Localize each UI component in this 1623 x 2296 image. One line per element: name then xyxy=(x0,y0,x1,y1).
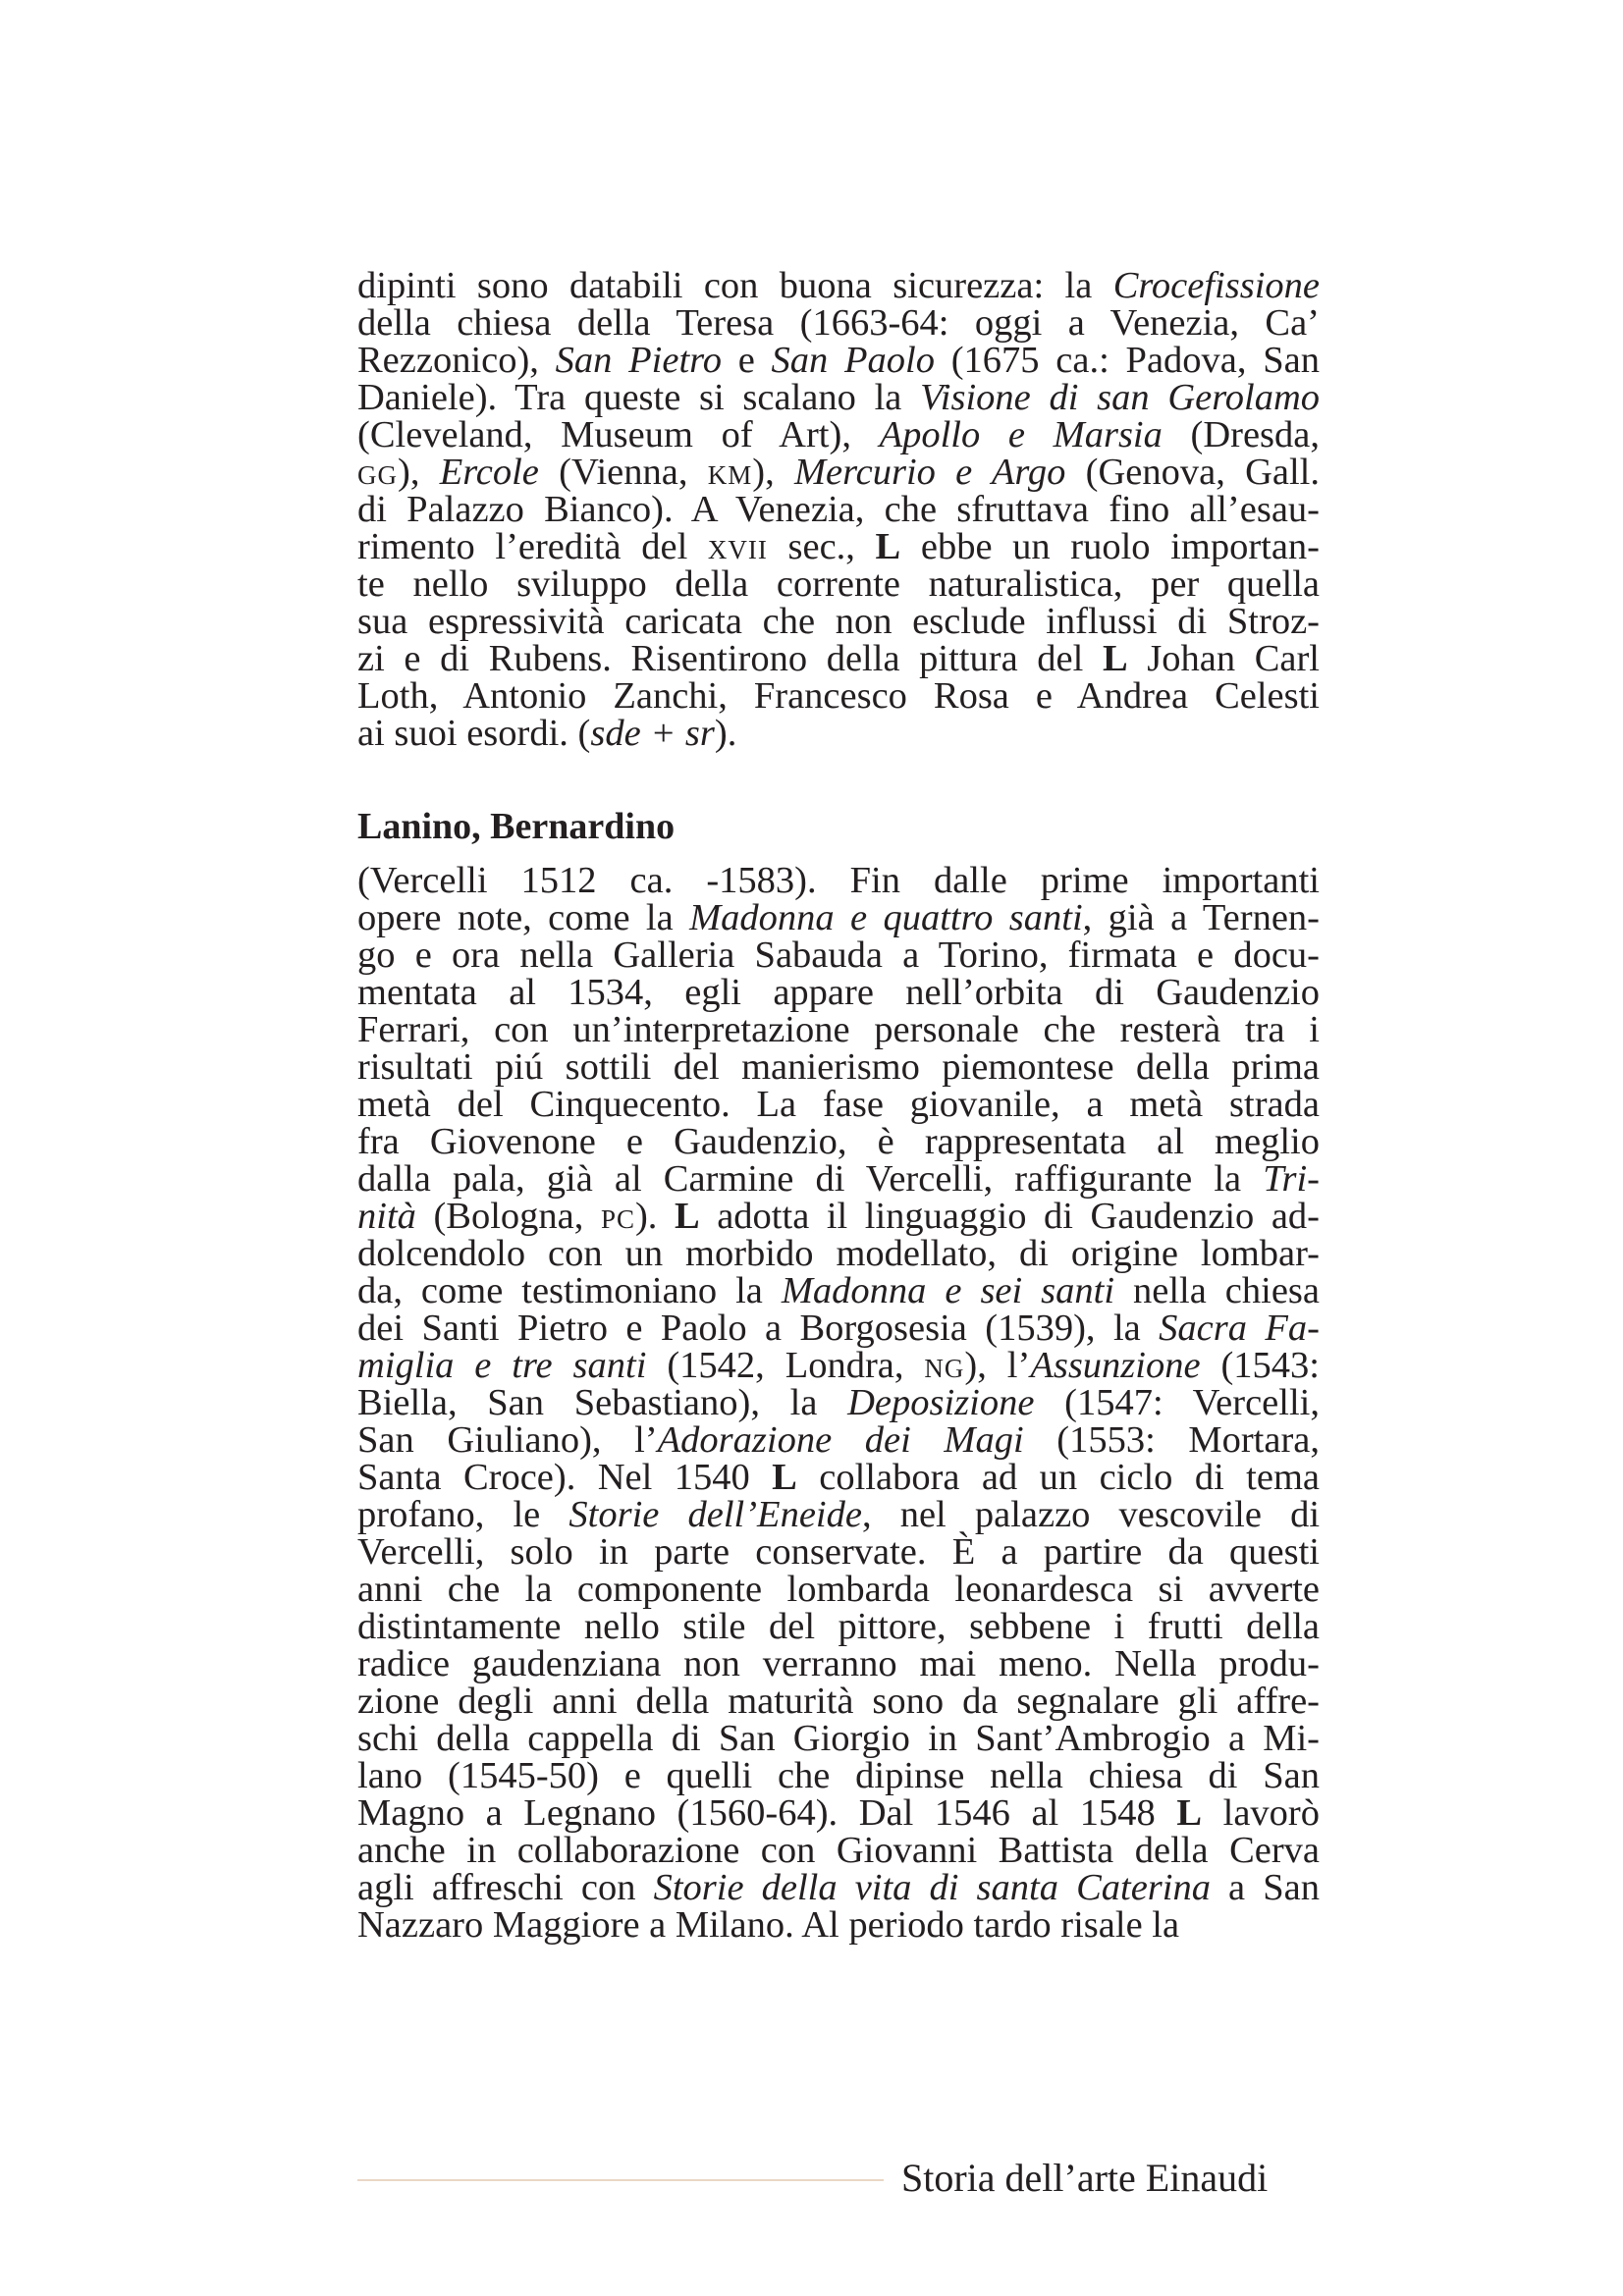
text-line: da, come testimoniano la Madonna e sei santi nella chiesa xyxy=(357,1270,1320,1311)
text-line: rimento l’eredità del XVII sec., L ebbe un ruolo importan- xyxy=(357,526,1320,567)
text-line: della chiesa della Teresa (1663-64: oggi a Venezia, Ca’ xyxy=(357,302,1320,344)
text-line: go e ora nella Galleria Sabauda a Torino, firmata e docu- xyxy=(357,934,1320,976)
text-line: dolcendolo con un morbido modellato, di origine lombar- xyxy=(357,1233,1320,1274)
previous-entry-continuation xyxy=(357,267,1320,752)
text-line: (Vercelli 1512 ca. -1583). Fin dalle prime importanti xyxy=(357,860,1320,901)
text-line: lano (1545-50) e quelli che dipinse nella chiesa di San xyxy=(357,1755,1320,1796)
text-line: mentata al 1534, egli appare nell’orbita di Gaudenzio xyxy=(357,972,1320,1013)
text-line: radice gaudenziana non verranno mai meno. Nella produ- xyxy=(357,1643,1320,1684)
text-line: San Giuliano), l’Adorazione dei Magi (1553: Mortara, xyxy=(357,1419,1320,1461)
entry-body xyxy=(357,862,1320,1944)
text-line: profano, le Storie dell’Eneide, nel palazzo vescovile di xyxy=(357,1494,1321,1535)
text-line: GG), Ercole (Vienna, KM), Mercurio e Argo (Genova, Gall. xyxy=(357,452,1320,493)
text-line: zi e di Rubens. Risentirono della pittura del L Johan Carl xyxy=(357,638,1320,679)
text-line: anche in collaborazione con Giovanni Battista della Cerva xyxy=(357,1830,1320,1871)
text-line: miglia e tre santi (1542, Londra, NG), l’Assunzione (1543: xyxy=(357,1345,1320,1386)
text-line: dipinti sono databili con buona sicurezza: la Crocefissione xyxy=(357,265,1320,306)
text-line: nità (Bologna, PC). L adotta il linguaggio di Gaudenzio ad- xyxy=(357,1196,1320,1237)
text-line: Daniele). Tra queste si scalano la Visione di san Gerolamo xyxy=(357,377,1321,418)
text-line: Ferrari, con un’interpretazione personale che resterà tra i xyxy=(357,1009,1320,1050)
text-line: anni che la componente lombarda leonardesca si avverte xyxy=(357,1569,1320,1610)
entry-title: Lanino, Bernardino xyxy=(357,806,676,847)
text-line: Santa Croce). Nel 1540 L collabora ad un ciclo di tema xyxy=(357,1457,1321,1498)
text-line: Rezzonico), San Pietro e San Paolo (1675 ca.: Padova, San xyxy=(357,340,1320,381)
text-line: zione degli anni della maturità sono da segnalare gli affre- xyxy=(357,1681,1320,1722)
text-line: dei Santi Pietro e Paolo a Borgosesia (1539), la Sacra Fa- xyxy=(357,1308,1320,1349)
text-line: schi della cappella di San Giorgio in Sant’Ambrogio a Mi- xyxy=(357,1718,1320,1759)
text-line: sua espressività caricata che non esclude influssi di Stroz- xyxy=(357,601,1320,642)
text-line: te nello sviluppo della corrente naturalistica, per quella xyxy=(357,563,1320,605)
text-line: Biella, San Sebastiano), la Deposizione (1547: Vercelli, xyxy=(357,1382,1320,1423)
text-line: dalla pala, già al Carmine di Vercelli, raffigurante la Tri- xyxy=(357,1158,1320,1200)
text-line: metà del Cinquecento. La fase giovanile, a metà strada xyxy=(357,1084,1320,1125)
text-line: fra Giovenone e Gaudenzio, è rappresentata al meglio xyxy=(357,1121,1320,1162)
footer-rule xyxy=(357,2179,884,2181)
page-body xyxy=(357,267,1320,1944)
text-line: agli affreschi con Storie della vita di santa Caterina a San xyxy=(357,1867,1320,1908)
text-line: Vercelli, solo in parte conservate. È a partire da questi xyxy=(357,1531,1320,1573)
text-line: ai suoi esordi. (sde + sr). xyxy=(357,713,737,754)
text-line: Magno a Legnano (1560-64). Dal 1546 al 1548 L lavorò xyxy=(357,1792,1320,1834)
text-line: risultati piú sottili del manierismo piemontese della prima xyxy=(357,1046,1320,1088)
footer-publication-title: Storia dell’arte Einaudi xyxy=(901,2156,1269,2200)
text-line: di Palazzo Bianco). A Venezia, che sfruttava fino all’esau- xyxy=(357,489,1320,530)
text-line: Nazzaro Maggiore a Milano. Al periodo tardo risale la xyxy=(357,1904,1180,1946)
text-line: opere note, come la Madonna e quattro santi, già a Ternen- xyxy=(357,897,1320,938)
text-line: distintamente nello stile del pittore, sebbene i frutti della xyxy=(357,1606,1320,1647)
text-line: Loth, Antonio Zanchi, Francesco Rosa e Andrea Celesti xyxy=(357,675,1320,717)
text-line: (Cleveland, Museum of Art), Apollo e Marsia (Dresda, xyxy=(357,414,1321,455)
